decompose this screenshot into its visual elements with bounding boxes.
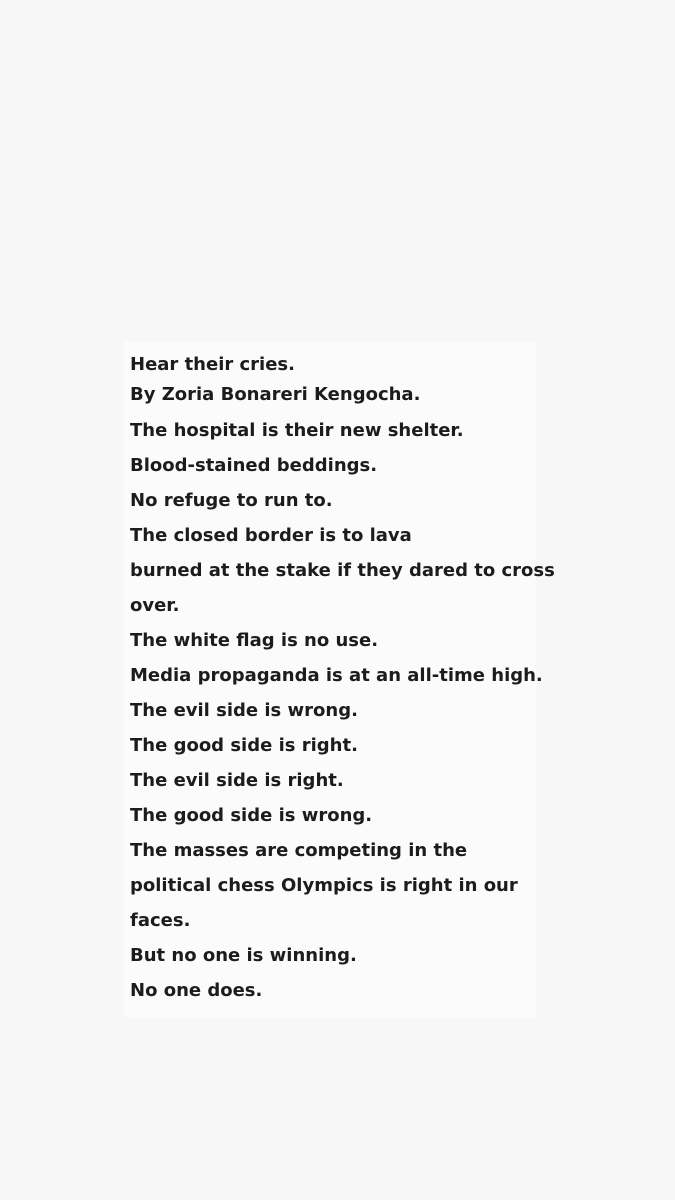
poem-title: Hear their cries.	[130, 354, 295, 375]
poem-line: The closed border is to lava	[130, 525, 412, 546]
poem-byline: By Zoria Bonareri Kengocha.	[130, 384, 421, 405]
poem-line: burned at the stake if they dared to cross	[130, 560, 555, 581]
poem-line: The evil side is right.	[130, 770, 344, 791]
poem-line: The masses are competing in the	[130, 840, 468, 861]
poem-line: The white flag is no use.	[130, 630, 379, 651]
poem-line: But no one is winning.	[130, 945, 357, 966]
poem-line: Media propaganda is at an all-time high.	[130, 665, 543, 686]
poem-line: The evil side is wrong.	[130, 700, 358, 721]
poem-line: political chess Olympics is right in our	[130, 875, 518, 896]
poem-line: No one does.	[130, 980, 263, 1001]
poem-line: The good side is wrong.	[130, 805, 373, 826]
poem-line: over.	[130, 595, 180, 616]
poem-line: faces.	[130, 910, 191, 931]
poem-line: The good side is right.	[130, 735, 358, 756]
poem-line: Blood-stained beddings.	[130, 455, 378, 476]
poem-line: The hospital is their new shelter.	[130, 420, 464, 441]
poem-line: No refuge to run to.	[130, 490, 333, 511]
